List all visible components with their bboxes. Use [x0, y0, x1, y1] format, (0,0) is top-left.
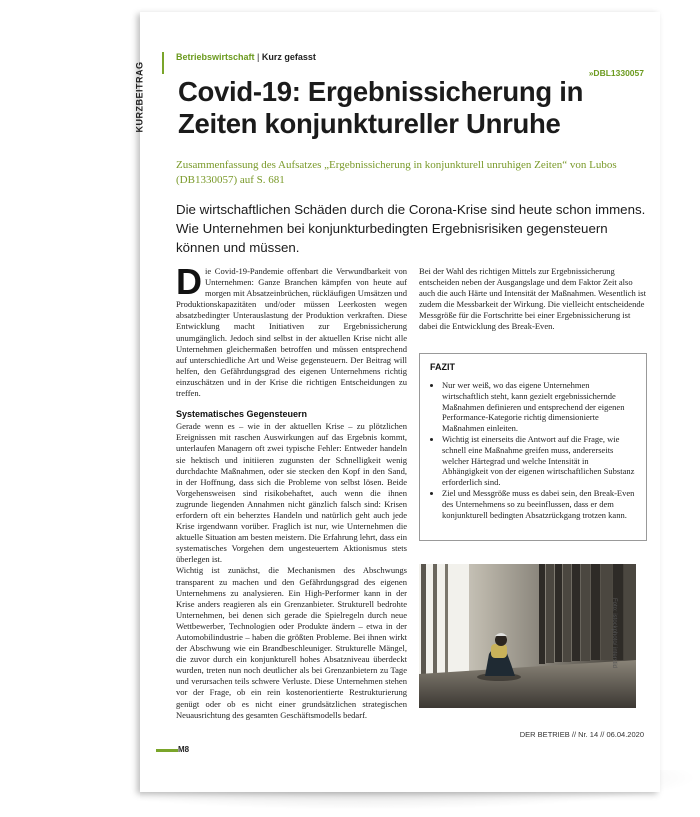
fazit-item: • Ziel und Messgröße muss es dabei sein, den Break-Even des Unternehmens so zu beeinflussen, dass er dem konjunkturell bedingten Absatzrückgang trotzen kann. [442, 488, 636, 520]
article-reference[interactable]: »DBL1330057 [588, 68, 644, 78]
vertical-section-tag [134, 52, 164, 152]
worker-in-container-image [419, 564, 636, 708]
summary-note: Zusammenfassung des Aufsatzes „Ergebnissicherung in konjunkturell unruhigen Zeiten“ von Lubos (DB1330057) auf S. 681 [176, 159, 617, 186]
body-paragraph: Wichtig ist zunächst, die Mechanismen des Abschwungs transparent zu machen und den Gefährdungsgrad des eigenen Unternehmens zu analysieren. Ein High-Performer kann in der Krise anders reagieren als ein Grenzanbieter. Strukturell bedrohte Unternehmen, bei denen sich gerade die Spielregeln durch neue Wettbewerber, Technologien oder Produkte ändern – etwa in der Automobilindustrie – haben die größten Probleme. Bei ihnen wirkt der Abschwung wie ein Brandbeschleuniger. Strukturelle Mängel, die zuvor durch ein konjunkturell hohes Absatzniveau überdeckt wurden, treten nun noch deutlicher als bei Grenzanbietern zu Tage und verursachen teils schwere Verluste. Diese Unternehmen stehen vor der Frage, ob ein rein kostenorientierte Restrukturierung genügt oder ob es nicht einer grundsätzlichen strategischen Neuausrichtung des gesamten Geschäftsmodells bedarf. [176, 565, 407, 720]
photo-credit [611, 570, 649, 710]
accent-bar [162, 52, 164, 74]
fazit-list [430, 380, 636, 520]
lead-paragraph: Die wirtschaftlichen Schäden durch die Corona-Krise sind heute schon immens. Wie Unternehmen bei konjunkturbedingten Ergebnisrisiken gegensteuern können und müssen. [176, 202, 646, 255]
body-paragraph: Bei der Wahl des richtigen Mittels zur Ergebnissicherung entscheiden neben der Ausgangslage und dem Faktor Zeit also auch die auch Härte und Intensität der Maßnahmen. Wesentlich ist zudem die Messbarkeit der Wirkung. Die vielleicht entscheidende Messgröße für die Fortschritte bei einer Ergebnissicherung ist dabei die Entwicklung des Break-Even. [419, 266, 646, 332]
fazit-title: FAZIT [430, 362, 455, 372]
vertical-tag-label: KURZBEITRAG [134, 61, 145, 133]
intro-paragraph: ie Covid-19-Pandemie offenbart die Verwundbarkeit von Unternehmen: Ganze Branchen kämpfen von heute auf morgen mit Absatzeinbrüchen, rückläufigen Umsätzen und Produktionskapazitäten und/oder müssen Leerkosten wegen absatzbedingter Unterauslastung der Produktion verkraften. Diese Entwicklung macht Initiativen zur Ergebnissicherung unumgänglich. Jedoch sind selbst in der aktuellen Krise nicht alle Unternehmen gleichermaßen betroffen und müssen entsprechend auf unterschiedliche Art und Weise gegensteuern. Der Beitrag will helfen, den Gefährdungsgrad des eigenen Unternehmens richtig einzuschätzen und in der Krise die richtigen Entscheidungen zu treffen. [176, 266, 407, 399]
kicker-separator: | [254, 52, 262, 62]
fazit-item: • Nur wer weiß, wo das eigene Unternehmen wirtschaftlich steht, kann gezielt ergebnissichernde Maßnahmen definieren und entsprechend der eigenen Performance-Kategorie richtig dimensionierte Maßnahmen einleiten. [442, 380, 636, 434]
article-photo [419, 564, 636, 708]
page-number: M8 [178, 745, 190, 754]
subheading: Systematisches Gegensteuern [176, 409, 308, 420]
photo-credit-label: Foto: istockphoto/ interstid [611, 597, 618, 669]
body-column-left [176, 261, 407, 721]
fazit-box [419, 353, 647, 541]
body-column-right [419, 266, 647, 333]
magazine-page [134, 12, 660, 792]
article-title: Covid-19: Ergebnissicherung in Zeiten konjunktureller Unruhe [178, 76, 584, 139]
footer-accent-bar [156, 749, 178, 752]
body-paragraph: Gerade wenn es – wie in der aktuellen Krise – zu plötzlichen Ereignissen mit raschen Auswirkungen auf das Ergebnis kommt, unterlaufen Managern oft zwei typische Fehler: Entweder handeln sie hektisch und initiieren zugunsten der Schnelligkeit wenig durchdachte Maßnahmen, oder sie stecken den Kopf in den Sand, in der Hoffnung, dass sich die Probleme von selbst lösen. Beide Vorgehensweisen sind risikobehaftet, auch wenn die ihnen zugrunde liegenden Annahmen nicht gänzlich falsch sind: Krisen erfordern oft ein beherztes Handeln und natürlich geht auch jede Krise irgendwann vorüber. Fraglich ist nur, wie Unternehmen die aktuelle Situation am besten meistern. Die Erfahrung lehrt, dass ein systematisches Vorgehen dem ungesteuertem Aktionismus stets überlegen ist. [176, 421, 407, 565]
fazit-item: • Wichtig ist einerseits die Antwort auf die Frage, wie schnell eine Maßnahme greifen muss, andererseits welcher Härtegrad und welche Intensität in Abhängigkeit von der eigenen wirtschaftlichen Substanz erforderlich sind. [442, 434, 636, 488]
journal-footer: DER BETRIEB // Nr. 14 // 06.04.2020 [519, 730, 644, 739]
kicker-sub: Kurz gefasst [261, 52, 316, 62]
dropcap: D [176, 261, 202, 302]
kicker-category: Betriebswirtschaft [176, 52, 255, 62]
kicker [176, 52, 316, 62]
